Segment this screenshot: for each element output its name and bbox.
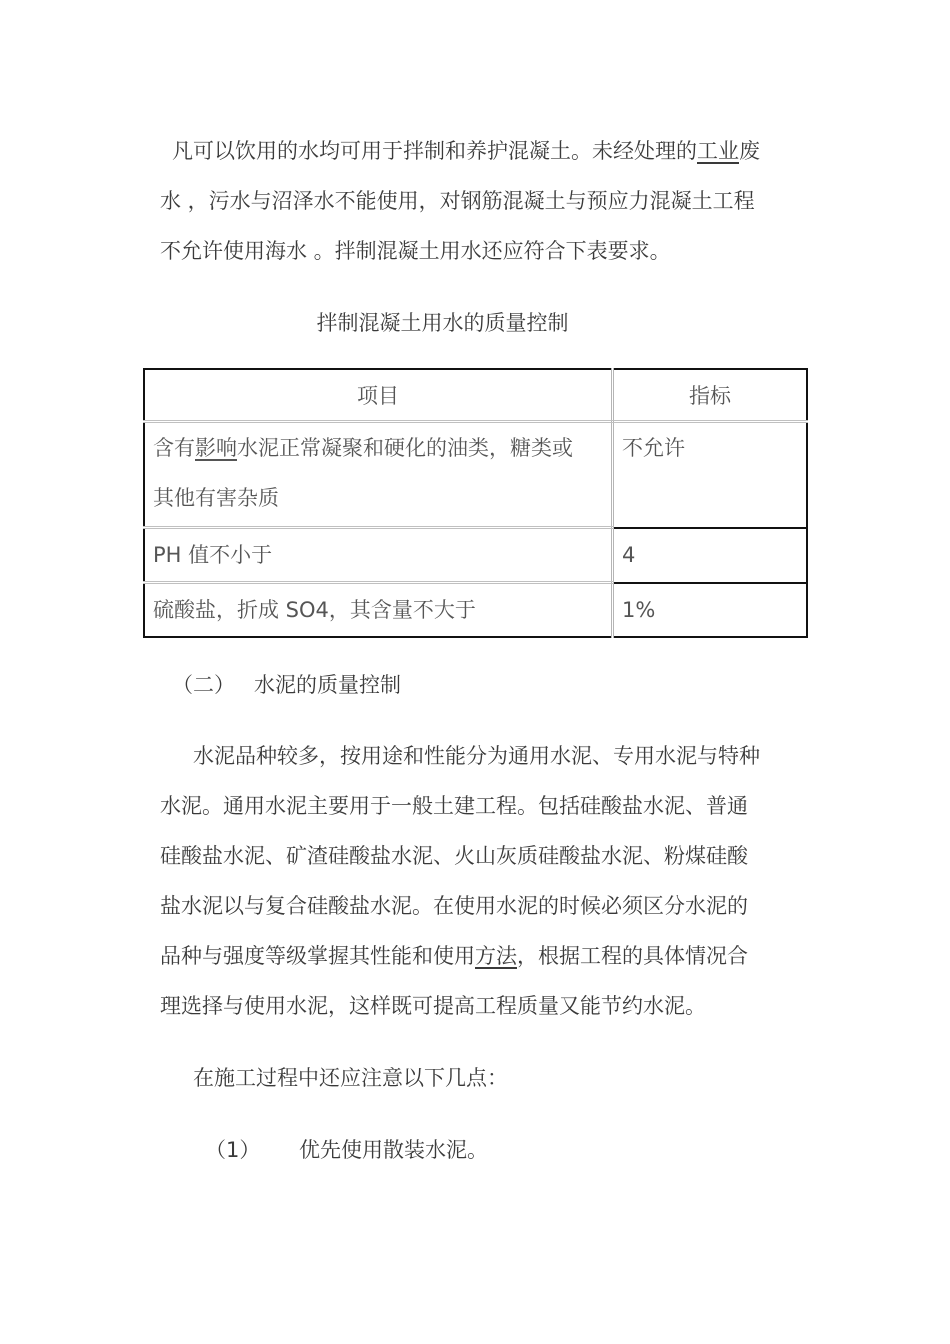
column-header-item: 项目 [144, 369, 613, 422]
cement-line: 盐水泥以与复合硅酸盐水泥。在使用水泥的时候必须区分水泥的 [160, 894, 748, 918]
intro-paragraph [160, 126, 810, 276]
cell-text: 其他有害杂质 [153, 486, 279, 510]
cement-paragraph [160, 731, 810, 1031]
intro-line: 不允许使用海水 。拌制混凝土用水还应符合下表要求。 [160, 239, 671, 263]
method-link[interactable]: 方法 [475, 944, 517, 968]
cement-line: 硅酸盐水泥、矿渣硅酸盐水泥、火山灰质硅酸盐水泥、粉煤硅酸 [160, 844, 748, 868]
table-cell-value: 4 [613, 528, 808, 583]
cement-line [160, 931, 810, 981]
section-number: （二） [172, 673, 235, 697]
cement-text: 品种与强度等级掌握其性能和使用 [160, 944, 475, 968]
table-cell-item [144, 422, 613, 528]
cement-line: 水泥品种较多，按用途和性能分为通用水泥、专用水泥与特种 [193, 744, 760, 768]
table-header-row [144, 369, 807, 422]
cement-line: 水泥。通用水泥主要用于一般土建工程。包括硅酸盐水泥、普通 [160, 794, 748, 818]
table-cell-value: 不允许 [613, 422, 808, 528]
cement-line: 理选择与使用水泥，这样既可提高工程质量又能节约水泥。 [160, 994, 706, 1018]
table-caption: 拌制混凝土用水的质量控制 [316, 311, 569, 335]
intro-text: 凡可以饮用的水均可用于拌制和养护混凝土。未经处理的 [172, 139, 697, 163]
table-cell-value: 1% [613, 583, 808, 638]
section-title: 水泥的质量控制 [254, 673, 401, 697]
section-heading [172, 667, 401, 703]
intro-text: 废 [739, 139, 760, 163]
influence-link[interactable]: 影响 [195, 436, 237, 460]
cell-text: 水泥正常凝聚和硬化的油类，糖类或 [237, 436, 573, 460]
list-item [205, 1132, 488, 1168]
list-text: 优先使用散装水泥。 [299, 1138, 488, 1162]
table-cell-item: PH 值不小于 [144, 528, 613, 583]
table-row [144, 583, 807, 638]
cement-text: ，根据工程的具体情况合 [517, 944, 748, 968]
intro-line: 水 ，污水与沼泽水不能使用，对钢筋混凝土与预应力混凝土工程 [160, 189, 755, 213]
water-quality-table [143, 368, 808, 638]
table-cell-item: 硫酸盐，折成 SO4，其含量不大于 [144, 583, 613, 638]
industry-link[interactable]: 工业 [697, 139, 739, 163]
table-row [144, 528, 807, 583]
intro-line [160, 126, 810, 176]
note-paragraph: 在施工过程中还应注意以下几点： [193, 1066, 508, 1090]
cell-text: 含有 [153, 436, 195, 460]
column-header-value: 指标 [613, 369, 808, 422]
table-row [144, 422, 807, 528]
list-number: （1） [205, 1138, 261, 1162]
